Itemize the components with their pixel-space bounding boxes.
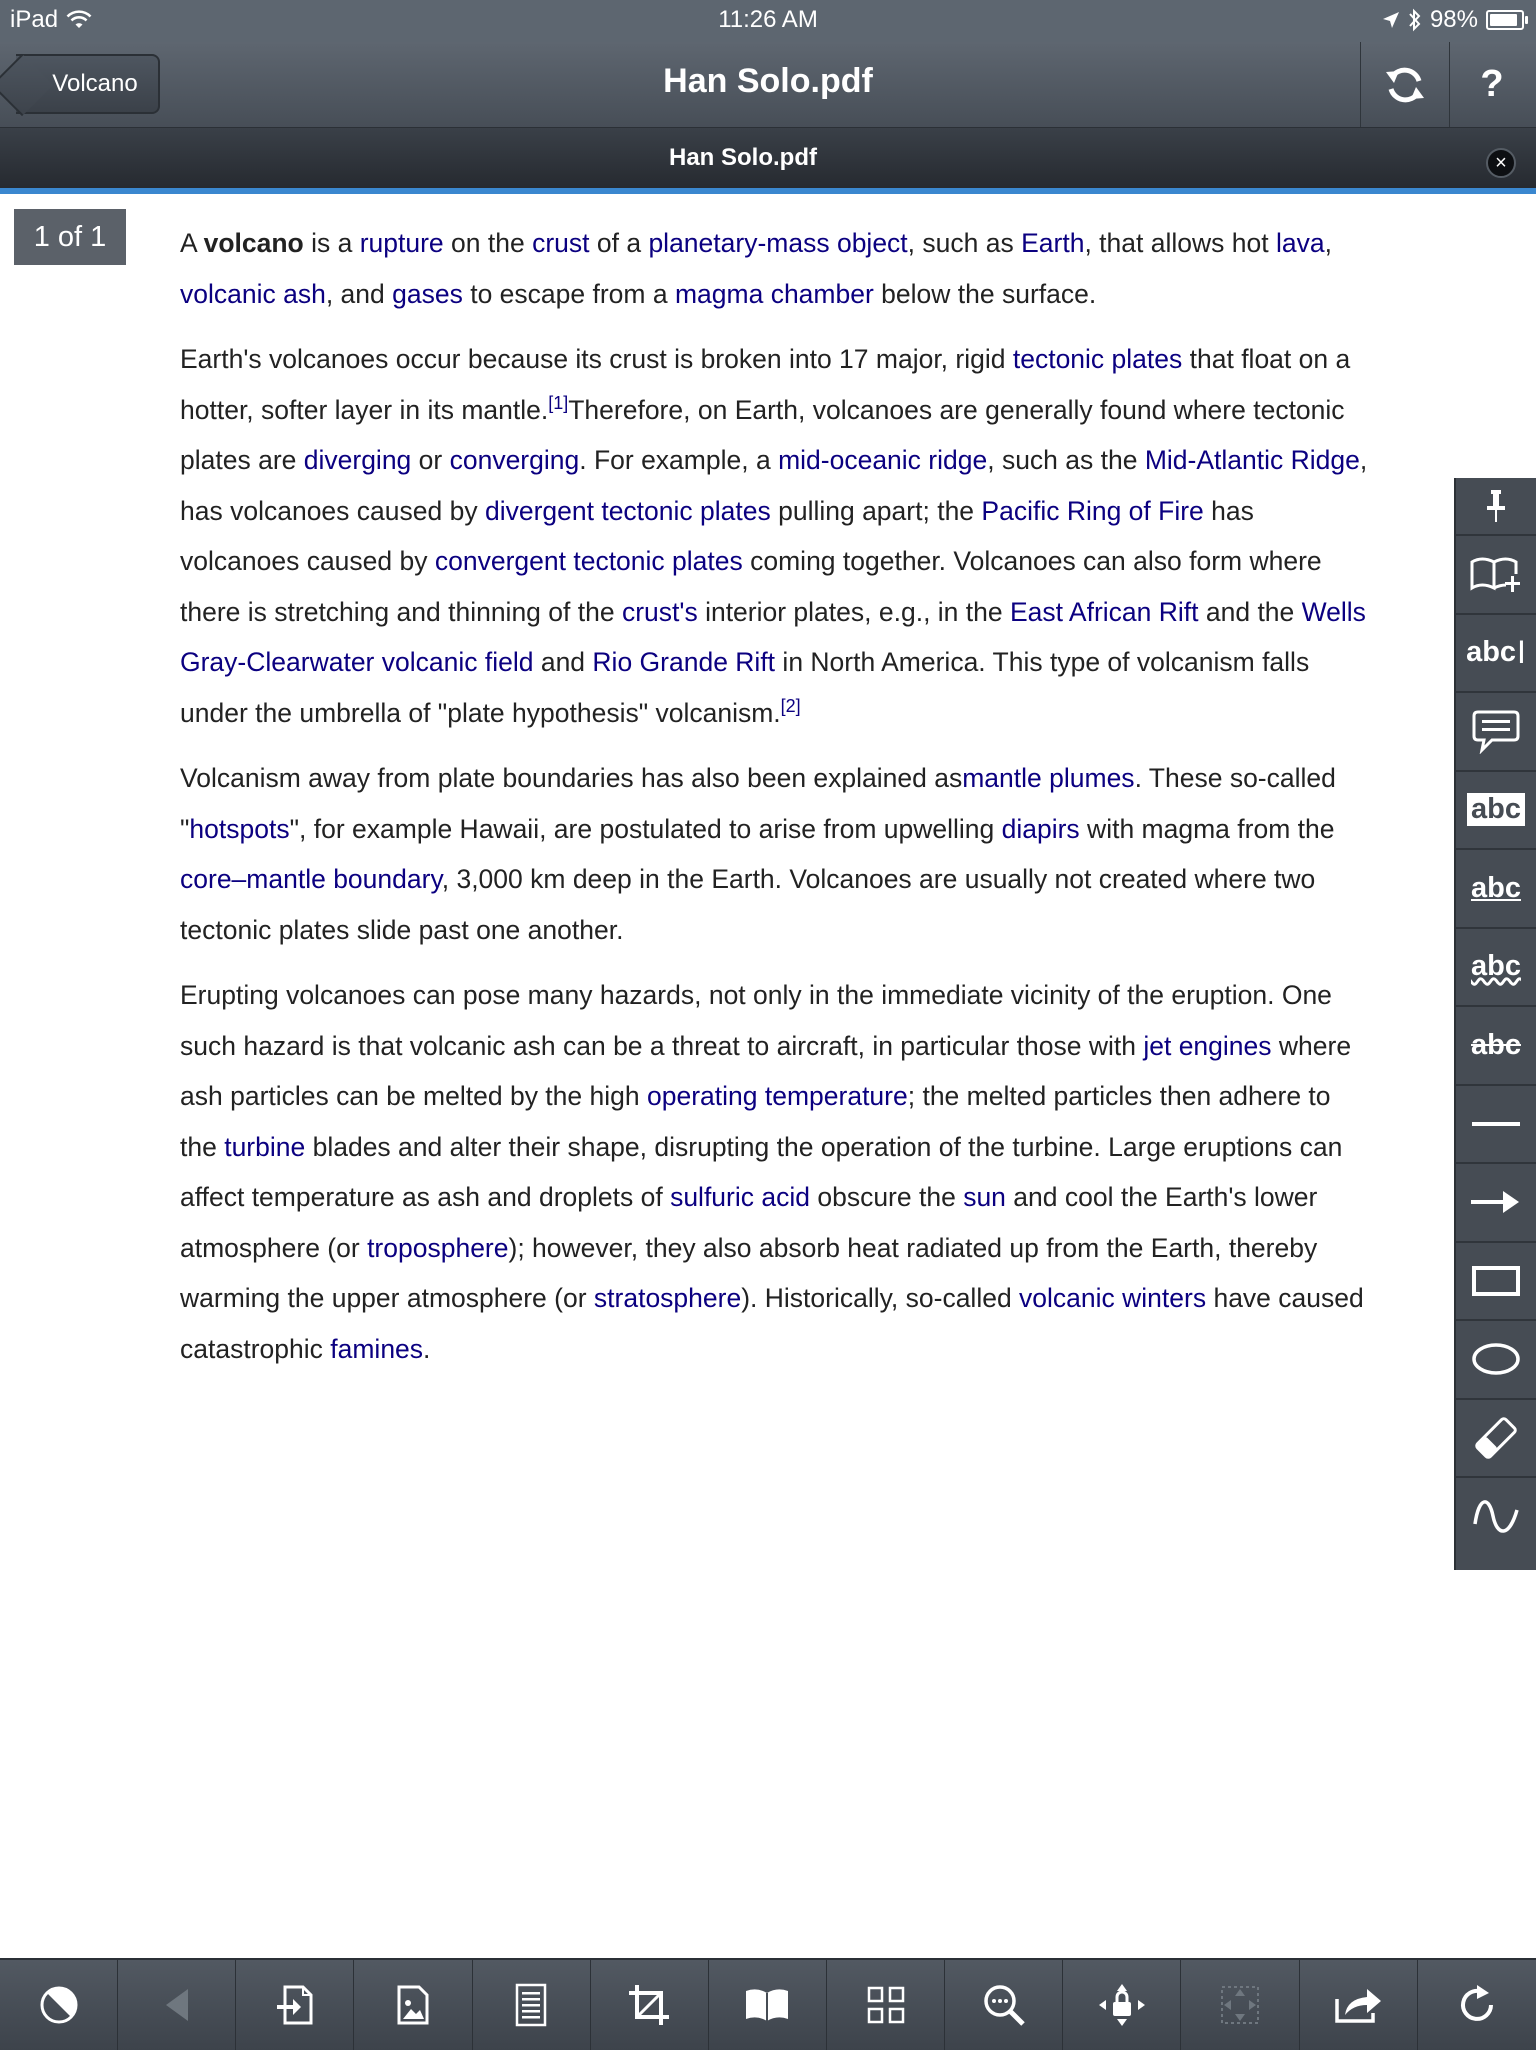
link-sun[interactable]: sun xyxy=(963,1182,1006,1212)
book-icon xyxy=(743,1987,791,2023)
eraser-icon xyxy=(1472,1414,1520,1462)
fit-page-button[interactable] xyxy=(1181,1960,1299,2050)
battery-percent: 98% xyxy=(1429,6,1478,33)
device-name: iPad xyxy=(10,6,59,33)
link-rio-grande-rift[interactable]: Rio Grande Rift xyxy=(592,647,776,677)
bottom-toolbar xyxy=(0,1958,1536,2050)
import-button[interactable] xyxy=(236,1960,354,2050)
sync-button[interactable] xyxy=(1360,42,1450,127)
text-cursor-icon: I xyxy=(1517,634,1526,671)
link-converging[interactable]: converging xyxy=(449,445,580,475)
search-icon xyxy=(981,1982,1027,2028)
rectangle-icon xyxy=(1472,1265,1520,1297)
link-earth[interactable]: Earth xyxy=(1021,228,1085,258)
link-rupture[interactable]: rupture xyxy=(359,228,444,258)
link-volcanic-winters[interactable]: volcanic winters xyxy=(1019,1283,1207,1313)
battery-icon xyxy=(1486,10,1524,30)
document-lines-icon xyxy=(513,1982,549,2028)
comment-icon xyxy=(1472,708,1520,754)
sync-icon xyxy=(1383,63,1427,107)
document-list-button[interactable] xyxy=(473,1960,591,2050)
link-mantle-plumes[interactable]: mantle plumes xyxy=(962,763,1135,793)
pan-button[interactable] xyxy=(1063,1960,1181,2050)
document-tab-bar xyxy=(0,128,1536,194)
paragraph-2: Earth's volcanoes occur because its crust is broken into 17 major, rigid tectonic plates that float on a hotter, softer layer in its mantle.[1]Therefore, on Earth, volcanoes are generally found where tectonic plates are diverging or converging. For example, a mid-oceanic ridge, such as the Mid-Atlantic Ridge, has volcanoes caused by divergent tectonic plates pulling apart; the Pacific Ring of Fire has volcanoes caused by convergent tectonic plates coming together. Volcanoes can also form where there is stretching and thinning of the crust's interior plates, e.g., in the East African Rift and the Wells Gray-Clearwater volcanic field and Rio Grande Rift in North America. This type of volcanism falls under the umbrella of "plate hypothesis" volcanism.[2] xyxy=(180,344,1368,728)
help-button[interactable] xyxy=(1448,42,1536,127)
move-icon xyxy=(1097,1982,1147,2028)
link-magma-chamber[interactable]: magma chamber xyxy=(674,278,874,309)
link-crust[interactable]: crust xyxy=(532,228,590,258)
bluetooth-icon xyxy=(1408,8,1422,32)
grid-icon xyxy=(866,1985,906,2025)
crop-button[interactable] xyxy=(591,1960,709,2050)
fit-page-icon xyxy=(1216,1981,1264,2029)
link-wells-gray-clearwater[interactable]: Wells Gray-Clearwater volcanic field xyxy=(180,596,1366,677)
paragraph-3: Volcanism away from plate boundaries has also been explained asmantle plumes. These so-called "hotspots", for example Hawaii, are postulated to arise from upwelling diapirs with magma from the core–mantle boundary, 3,000 km deep in the Earth. Volcanoes are usually not created where two tectonic plates slide past one another. xyxy=(180,763,1336,945)
image-file-icon xyxy=(395,1983,431,2027)
link-troposphere[interactable]: troposphere xyxy=(367,1232,509,1263)
link-hotspots[interactable]: hotspots xyxy=(189,813,290,844)
link-gases[interactable]: gases xyxy=(392,278,463,309)
highlight-tool[interactable] xyxy=(1456,772,1536,851)
document-title: Han Solo.pdf xyxy=(663,62,873,100)
squiggly-tool[interactable] xyxy=(1456,929,1536,1008)
reference-2[interactable]: [2] xyxy=(780,695,801,716)
underline-tool[interactable] xyxy=(1456,850,1536,929)
close-icon: × xyxy=(1495,152,1507,174)
night-mode-button[interactable] xyxy=(0,1960,118,2050)
insert-image-button[interactable] xyxy=(354,1960,472,2050)
link-diverging[interactable]: diverging xyxy=(303,445,412,475)
link-convergent-tectonic-plates[interactable]: convergent tectonic plates xyxy=(434,546,743,576)
brightness-icon xyxy=(39,1985,79,2025)
rotate-button[interactable] xyxy=(1418,1960,1536,2050)
link-stratosphere[interactable]: stratosphere xyxy=(593,1283,742,1313)
ellipse-tool[interactable] xyxy=(1456,1321,1536,1400)
link-mid-atlantic-ridge[interactable]: Mid-Atlantic Ridge xyxy=(1144,445,1360,475)
close-tab-button[interactable] xyxy=(1486,148,1516,178)
bookmark-add-icon xyxy=(1468,554,1524,594)
squiggly-label: abc xyxy=(1471,950,1521,983)
import-icon xyxy=(275,1983,315,2027)
bookmark-tool[interactable] xyxy=(1456,536,1536,615)
annotation-toolbar xyxy=(1454,478,1536,1570)
underline-label: abc xyxy=(1471,871,1521,904)
location-icon xyxy=(1382,11,1400,29)
link-turbine[interactable]: turbine xyxy=(224,1131,306,1162)
tab-title[interactable]: Han Solo.pdf xyxy=(669,144,817,171)
share-icon xyxy=(1333,1985,1383,2025)
arrow-tool[interactable] xyxy=(1456,1164,1536,1243)
select-text-tool[interactable] xyxy=(1456,615,1536,694)
ellipse-icon xyxy=(1471,1341,1521,1377)
paragraph-1: A volcano is a rupture on the crust of a planetary-mass object, such as Earth, that allows hot lava, volcanic ash, and gases to escape from a magma chamber below the surface. xyxy=(180,228,1332,309)
previous-button[interactable] xyxy=(118,1960,236,2050)
freehand-tool[interactable] xyxy=(1456,1478,1536,1557)
navigation-bar xyxy=(0,42,1536,128)
pin-icon xyxy=(1481,488,1511,524)
link-core-mantle-boundary[interactable]: core–mantle boundary xyxy=(180,864,442,894)
select-text-label: abc xyxy=(1466,636,1517,669)
reading-mode-button[interactable] xyxy=(709,1960,827,2050)
search-button[interactable] xyxy=(945,1960,1063,2050)
thumbnails-button[interactable] xyxy=(827,1960,945,2050)
link-lava[interactable]: lava xyxy=(1275,228,1325,258)
line-icon xyxy=(1472,1119,1520,1129)
link-divergent-tectonic-plates[interactable]: divergent tectonic plates xyxy=(484,495,771,526)
arrow-icon xyxy=(1471,1189,1521,1215)
back-arrow-icon xyxy=(162,1987,192,2023)
link-east-african-rift[interactable]: East African Rift xyxy=(1009,596,1199,627)
eraser-tool[interactable] xyxy=(1456,1400,1536,1479)
link-diapirs[interactable]: diapirs xyxy=(1001,813,1080,844)
rotate-icon xyxy=(1455,1983,1499,2027)
crop-icon xyxy=(627,1983,671,2027)
freehand-icon xyxy=(1471,1494,1521,1540)
link-mid-oceanic-ridge[interactable]: mid-oceanic ridge xyxy=(778,445,988,475)
back-button-label: Volcano xyxy=(52,70,138,97)
clock: 11:26 AM xyxy=(718,6,818,33)
pin-toolbar-button[interactable] xyxy=(1456,478,1536,536)
link-operating-temperature[interactable]: operating temperature xyxy=(646,1081,908,1111)
rectangle-tool[interactable] xyxy=(1456,1243,1536,1322)
highlight-label: abc xyxy=(1467,793,1525,826)
help-icon: ? xyxy=(1480,63,1504,105)
link-sulfuric-acid[interactable]: sulfuric acid xyxy=(670,1182,810,1212)
strikeout-tool[interactable] xyxy=(1456,1007,1536,1086)
paragraph-4: Erupting volcanoes can pose many hazards, not only in the immediate vicinity of the eruption. One such hazard is that volcanic ash can be a threat to aircraft, in particular those with jet engines where ash particles can be melted by the high operating temperature; the melted particles then adhere to the turbine blades and alter their shape, disrupting the operation of the turbine. Large eruptions can affect temperature as ash and droplets of sulfuric acid obscure the sun and cool the Earth's lower atmosphere (or troposphere); however, they also absorb heat radiated up from the Earth, thereby warming the upper atmosphere (or stratosphere). Historically, so-called volcanic winters have caused catastrophic famines. xyxy=(180,980,1364,1364)
link-tectonic-plates[interactable]: tectonic plates xyxy=(1012,344,1183,374)
link-crusts[interactable]: crust's xyxy=(621,596,698,627)
reference-1[interactable]: [1] xyxy=(548,392,569,413)
note-tool[interactable] xyxy=(1456,693,1536,772)
share-button[interactable] xyxy=(1300,1960,1418,2050)
document-content xyxy=(180,218,1370,1389)
link-famines[interactable]: famines xyxy=(330,1333,424,1364)
page-indicator: 1 of 1 xyxy=(14,209,126,265)
strikeout-label: abc xyxy=(1471,1028,1521,1061)
link-volcanic-ash[interactable]: volcanic ash xyxy=(180,278,326,309)
line-tool[interactable] xyxy=(1456,1086,1536,1165)
link-pacific-ring-of-fire[interactable]: Pacific Ring of Fire xyxy=(981,495,1204,526)
status-bar xyxy=(0,0,1536,42)
link-planetary-mass-object[interactable]: planetary-mass object xyxy=(648,228,908,258)
link-jet-engines[interactable]: jet engines xyxy=(1143,1030,1272,1061)
